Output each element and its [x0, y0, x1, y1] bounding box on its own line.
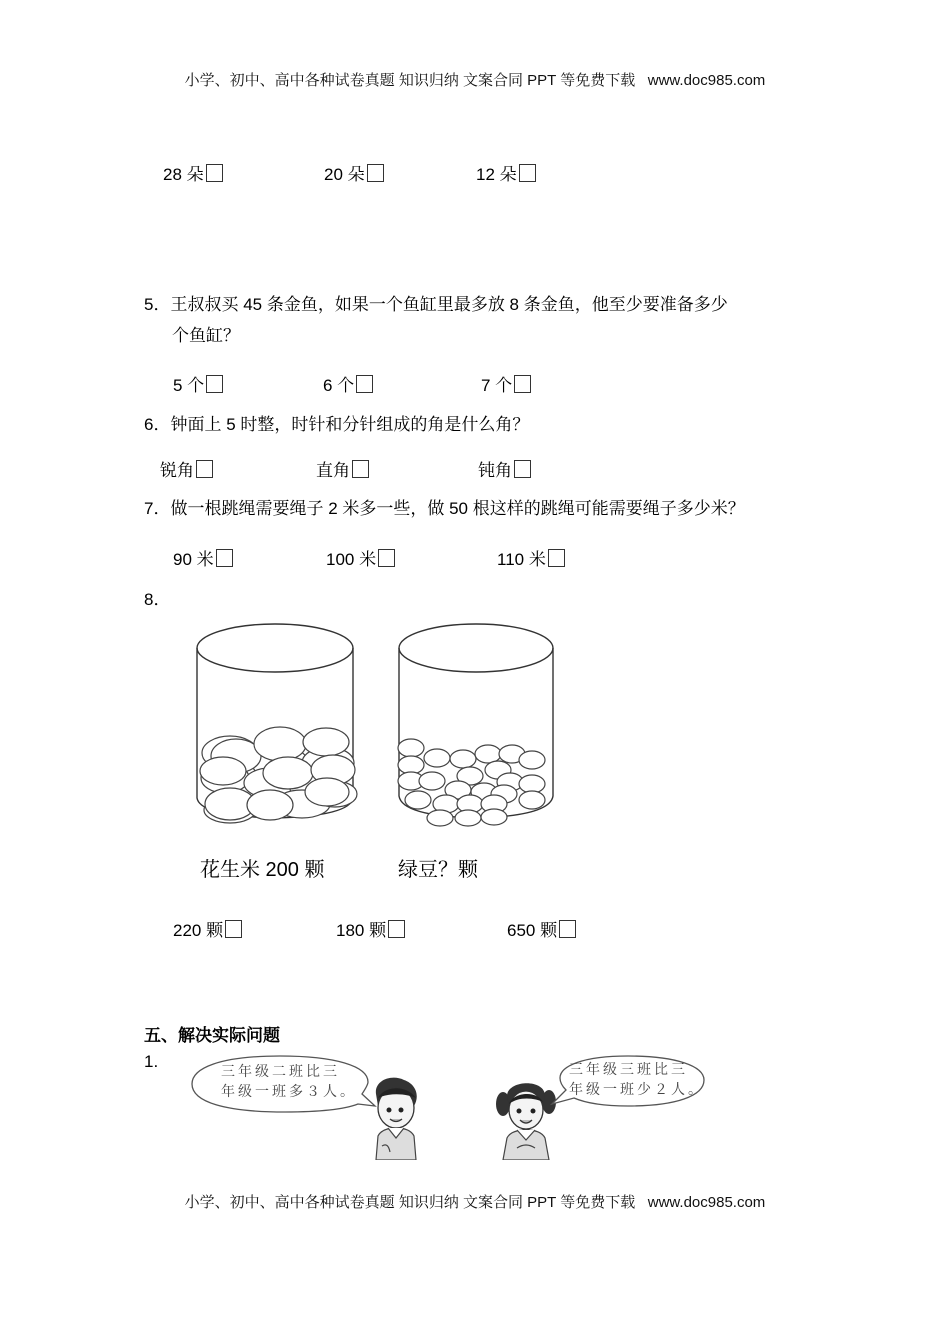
option-label: 20 朵: [324, 165, 365, 184]
option-label: 6 个: [323, 376, 355, 395]
q8-option-2[interactable]: [336, 916, 405, 941]
question-number: 5．: [144, 295, 171, 314]
option-label: 220 颗: [173, 921, 224, 940]
mung-bean-jar-icon: [398, 624, 553, 826]
checkbox[interactable]: [378, 549, 395, 567]
checkbox[interactable]: [514, 375, 531, 393]
question-number: 6．: [144, 415, 171, 434]
question-text: 做一根跳绳需要绳子 2 米多一些，做 50 根这样的跳绳可能需要绳子多少米？: [170, 499, 745, 518]
girl-bubble-text: 三年级三班比三 年级一班少２人。: [569, 1062, 705, 1098]
option-label: 5 个: [173, 376, 205, 395]
question-text: 钟面上 5 时整，时针和分针组成的角是什么角？: [170, 415, 530, 434]
q5-option-3[interactable]: [481, 371, 531, 396]
q7-option-3[interactable]: [497, 545, 565, 570]
question-8: [144, 584, 170, 616]
option-label: 180 颗: [336, 921, 387, 940]
section-title: 五、解决实际问题: [144, 1026, 280, 1045]
checkbox[interactable]: [514, 460, 531, 478]
q6-option-1[interactable]: [160, 456, 213, 481]
question-7: [144, 493, 745, 525]
checkbox[interactable]: [367, 164, 384, 182]
peanut-jar-icon: [197, 624, 357, 823]
jars-illustration: [190, 618, 570, 828]
checkbox[interactable]: [356, 375, 373, 393]
option-label: 直角: [316, 461, 350, 480]
question-6: [144, 409, 529, 441]
checkbox[interactable]: [216, 549, 233, 567]
checkbox[interactable]: [519, 164, 536, 182]
option-label: 7 个: [481, 376, 513, 395]
checkbox[interactable]: [352, 460, 369, 478]
q4-option-2[interactable]: [324, 160, 384, 185]
q7-option-2[interactable]: [326, 545, 395, 570]
boy-figure-icon: [368, 1076, 424, 1160]
option-label: 12 朵: [476, 165, 517, 184]
peanut-jar-label: 花生米 200 颗: [200, 859, 325, 881]
option-label: 110 米: [497, 550, 546, 569]
q8-option-3[interactable]: [507, 916, 576, 941]
page-footer: 小学、初中、高中各种试卷真题 知识归纳 文案合同 PPT 等免费下载 www.doc985.com: [184, 1194, 766, 1211]
checkbox[interactable]: [548, 549, 565, 567]
q7-option-1[interactable]: [173, 545, 233, 570]
q8-option-1[interactable]: [173, 916, 242, 941]
question-5: [144, 289, 728, 321]
option-label: 28 朵: [163, 165, 204, 184]
checkbox[interactable]: [559, 920, 576, 938]
option-label: 钝角: [478, 461, 512, 480]
q5-option-2[interactable]: [323, 371, 373, 396]
question-5-line-2: 个鱼缸？: [172, 326, 240, 345]
checkbox[interactable]: [206, 164, 223, 182]
q6-option-3[interactable]: [478, 456, 531, 481]
checkbox[interactable]: [196, 460, 213, 478]
option-label: 650 颗: [507, 921, 558, 940]
checkbox[interactable]: [225, 920, 242, 938]
q4-option-3[interactable]: [476, 160, 536, 185]
mung-bean-jar-label: 绿豆？颗: [398, 859, 478, 881]
checkbox[interactable]: [388, 920, 405, 938]
question-number: 7．: [144, 499, 171, 518]
section5-question-1: 1.: [144, 1052, 159, 1071]
option-label: 90 米: [173, 550, 214, 569]
boy-bubble-text: 三年级二班比三 年级一班多３人。: [221, 1064, 357, 1100]
option-label: 100 米: [326, 550, 377, 569]
option-label: 锐角: [160, 461, 194, 480]
q6-option-2[interactable]: [316, 456, 369, 481]
page-header: 小学、初中、高中各种试卷真题 知识归纳 文案合同 PPT 等免费下载 www.doc985.com: [184, 72, 766, 89]
q5-option-1[interactable]: [173, 371, 223, 396]
checkbox[interactable]: [206, 375, 223, 393]
question-text: 王叔叔买 45 条金鱼，如果一个鱼缸里最多放 8 条金鱼，他至少要准备多少: [170, 295, 728, 314]
question-number: 8．: [144, 590, 171, 609]
q4-option-1[interactable]: [163, 160, 223, 185]
